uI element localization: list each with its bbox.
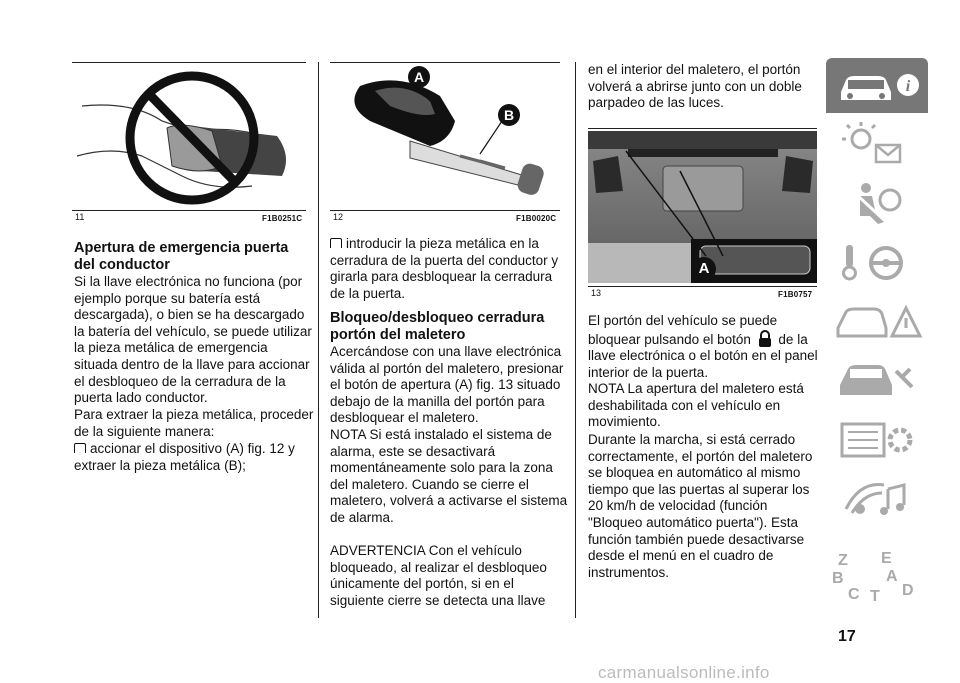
key-hand-prohibited-illustration [72, 66, 306, 206]
figure-code: F1B0020C [516, 214, 557, 223]
bullet-item [74, 441, 314, 474]
index-letter: D [902, 582, 914, 599]
sidebar-tab-index[interactable] [826, 530, 928, 608]
figure-12 [330, 66, 560, 206]
figure-rule-13 [588, 286, 817, 287]
figure-number: 12 [333, 212, 344, 222]
paragraph: Acercándose con una llave electrónica válida al portón del maletero, presionar el botón de apertura (A) fig. 13 situado debajo de la manilla del portón para desbloquear el maletero. [330, 344, 564, 426]
paragraph: en el interior del maletero, el portón volverá a abrirse junto con un doble parpadeo de las luces. [588, 62, 802, 111]
bullet-icon [330, 238, 342, 248]
paragraph-text: de la llave electrónica o el botón en el panel interior de la puerta. [588, 331, 818, 380]
smart-key-illustration [330, 66, 560, 206]
sidebar-tab-driving[interactable] [826, 235, 928, 290]
car-info-icon [826, 58, 928, 113]
column-divider [318, 62, 319, 618]
paragraph: Para extraer la pieza metálica, proceder de la siguiente manera: [74, 407, 314, 439]
page-number: 17 [838, 628, 856, 645]
technical-data-icon [826, 412, 928, 467]
paragraph: Si la llave electrónica no funciona (por ejemplo porque su batería está descargada), o bien se ha descargado la batería del vehículo, se puede utilizar la pieza metálica de emergencia situada dentro de la llave para accionar el desbloqueo de la cerradura de la puerta lado conductor. [74, 274, 312, 406]
sidebar-tab-lights[interactable] [826, 117, 928, 172]
figure-rule-12 [330, 210, 560, 211]
top-rule-col2 [330, 62, 560, 63]
section-heading: Apertura de emergencia puerta del conductor [74, 240, 289, 273]
index-letter: T [870, 588, 880, 605]
bullet-text: introducir la pieza metálica en la cerradura de la puerta del conductor y girarla para desbloquear la cerradura de la puerta. [330, 236, 559, 301]
figure-number: 13 [591, 288, 602, 298]
paragraph: ADVERTENCIA Con el vehículo bloqueado, al realizar el desbloqueo únicamente del portón, si en el siguiente cierre se detecta una llave [330, 543, 547, 608]
sidebar-tab-warning[interactable] [826, 294, 928, 349]
paragraph: Durante la marcha, si está cerrado correctamente, el portón del maletero se bloquea en automático al mismo tiempo que las puertas al superar los 20 km/h de velocidad (función "Bloqueo automático puerta"). Esta función también puede desactivarse desde el menú en el cuadro de instrumentos. [588, 432, 813, 580]
index-letter: C [848, 586, 860, 603]
top-rule-col3 [588, 128, 817, 129]
callout-b: B [498, 104, 520, 126]
sidebar-tab-technical[interactable] [826, 412, 928, 467]
figure-number: 11 [75, 212, 85, 222]
multimedia-icon [826, 471, 928, 526]
sidebar-tab-multimedia[interactable] [826, 471, 928, 526]
index-letter: A [886, 568, 898, 585]
paragraph: NOTA La apertura del maletero está deshabilitada con el vehículo en movimiento. [588, 381, 804, 430]
lock-icon [758, 330, 772, 347]
sidebar-tab-service[interactable] [826, 353, 928, 408]
index-icon [826, 530, 928, 608]
sidebar-tab-safety[interactable] [826, 176, 928, 231]
figure-rule-11 [72, 210, 306, 211]
figure-code: F1B0757 [778, 290, 813, 299]
figure-11 [72, 66, 306, 206]
bullet-item [330, 236, 566, 302]
index-letter: B [832, 570, 844, 587]
index-letter: E [881, 550, 892, 567]
index-letter: Z [838, 552, 848, 569]
airbag-safety-icon [826, 176, 928, 231]
paragraph: NOTA Si está instalado el sistema de alarma, este se desactivará momentáneamente solo para la zona del maletero. Cuando se cierre el maletero, volverá a activarse el sistema de alarma. [330, 427, 568, 525]
sidebar-tab-car-info[interactable] [826, 58, 928, 113]
callout-a: A [692, 257, 716, 281]
car-service-icon [826, 353, 928, 408]
figure-13 [588, 131, 817, 283]
watermark: carmanualsonline.info [598, 663, 770, 682]
figure-code: F1B0251C [262, 214, 303, 223]
top-rule-col1 [72, 62, 306, 63]
car-warning-icon [826, 294, 928, 349]
steering-key-icon [826, 235, 928, 290]
lights-mail-icon [826, 117, 928, 172]
paragraph-text: El portón del vehículo se puede bloquear pulsando el botón [588, 313, 778, 347]
column-divider [575, 62, 576, 618]
bullet-icon [74, 443, 86, 453]
section-heading: Bloqueo/desbloqueo cerradura portón del maletero [330, 310, 545, 343]
callout-a: A [408, 66, 430, 88]
bullet-text: accionar el dispositivo (A) fig. 12 y extraer la pieza metálica (B); [74, 441, 295, 473]
svg-text:i: i [905, 78, 911, 95]
paragraph [588, 313, 820, 381]
